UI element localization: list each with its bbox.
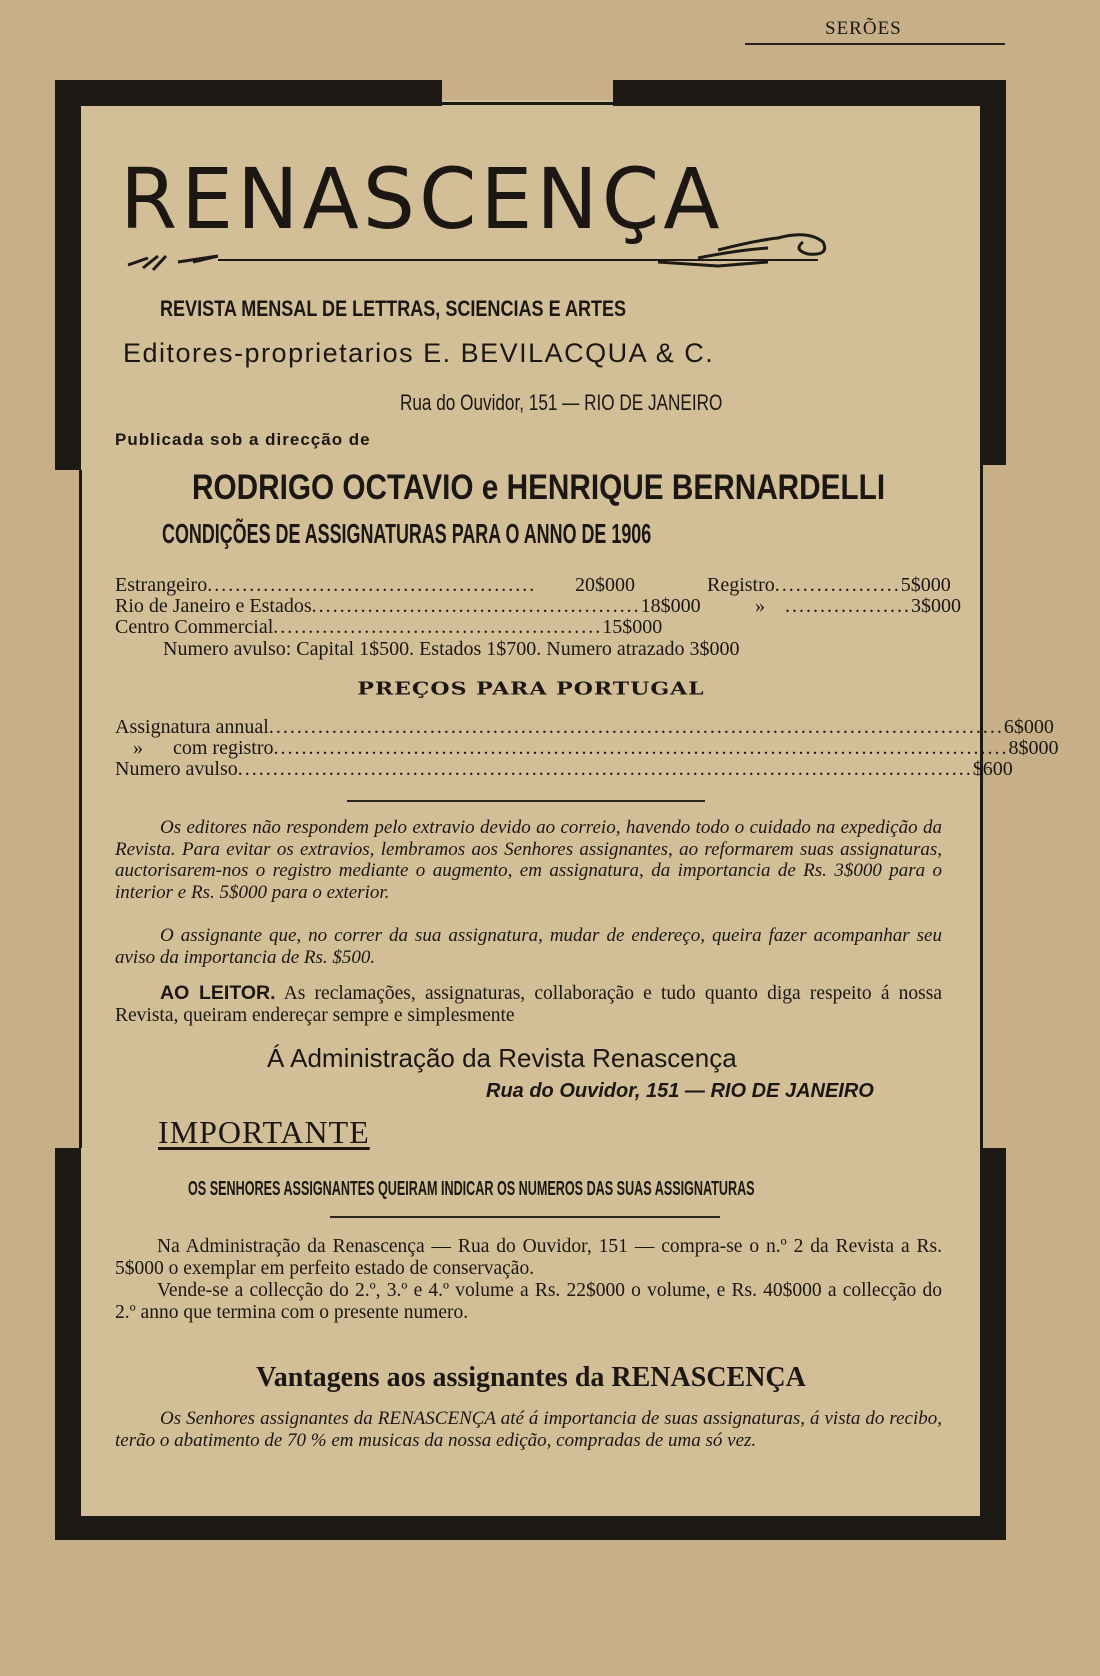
important-paragraph: Na Administração da Renascença — Rua do Ouvidor, 151 — compra-se o n.º 2 da Revista a Rs. 5$000 o exemplar em perfeito estado de conservação. [115, 1236, 942, 1279]
masthead-publishers: Editores-proprietarios E. BEVILACQUA & C. [123, 338, 715, 368]
row-value: $600 [972, 758, 1013, 780]
subscriptions-heading: CONDIÇÕES DE ASSIGNATURAS PARA O ANNO DE 1906 [162, 518, 652, 549]
reader-address-street: Rua do Ouvidor, 151 — RIO DE JANEIRO [486, 1080, 874, 1102]
direction-label: Publicada sob a direcção de [115, 430, 371, 449]
header-rule [745, 43, 1005, 45]
leader-dots: ............................................... [207, 574, 537, 596]
frame-right-bottom [980, 1148, 1006, 1540]
important-heading: IMPORTANTE [158, 1114, 370, 1150]
leader-dots: .................. [774, 574, 901, 596]
portugal-row [115, 758, 1013, 781]
masthead-title: RENASCENÇA [120, 150, 724, 248]
reader-label: AO LEITOR. [160, 982, 276, 1004]
masthead-directors: RODRIGO OCTAVIO e HENRIQUE BERNARDELLI [192, 468, 886, 507]
frame-left-thin [79, 470, 82, 1148]
reader-text: As reclamações, assignaturas, collaboração e tudo quanto diga respeito á nossa Revista, queiram endereçar sempre e simplesmente [115, 983, 942, 1026]
leader-dots: ......................................................................................................... [237, 758, 973, 780]
portugal-heading: PREÇOS PARA PORTUGAL [357, 678, 705, 700]
notice-paragraph: O assignante que, no correr da sua assignatura, mudar de endereço, queira fazer acompanhar seu aviso da importancia de Rs. $500. [115, 925, 942, 968]
row-label: Numero avulso [115, 758, 238, 780]
row-label: Centro Commercial [115, 616, 274, 638]
row-value: 18$000 [640, 595, 701, 617]
advantages-heading: Vantagens aos assignantes da RENASCENÇA [256, 1362, 806, 1393]
running-header: SERÕES [825, 18, 902, 39]
row-value: 15$000 [602, 616, 663, 638]
notice-paragraph: Os editores não respondem pelo extravio devido ao correio, havendo todo o cuidado na expedição da Revista. Para evitar os extravios, lembramos aos Senhores assignantes, ao reformarem suas assignaturas, auctorisarem-nos o registro mediante o augmento, em assignatura, da importancia de Rs. 3$000 para o interior e Rs. 5$000 para o exterior. [115, 817, 942, 903]
subscription-row [115, 616, 663, 639]
single-issue-prices: Numero avulso: Capital 1$500. Estados 1$700. Numero atrazado 3$000 [163, 638, 740, 660]
frame-left-top [55, 80, 81, 470]
important-subheading: OS SENHORES ASSIGNANTES QUEIRAM INDICAR OS NUMEROS DAS SUAS ASSIGNATURAS [188, 1178, 755, 1200]
portugal-row [115, 716, 1054, 739]
row-label: Registro [707, 574, 775, 596]
portugal-row [115, 737, 1059, 760]
row-value: 6$000 [1003, 716, 1054, 738]
registro-row [755, 595, 961, 618]
frame-top-left [55, 80, 442, 106]
subscription-row [115, 595, 701, 618]
frame-top-right [613, 80, 1006, 106]
frame-left-bottom [55, 1148, 81, 1540]
leader-dots: ......................................................................................................... [268, 716, 1004, 738]
row-label: Estrangeiro [115, 574, 208, 596]
registro-row [707, 574, 951, 597]
subscription-row [115, 574, 635, 597]
leader-dots: .................. [785, 595, 911, 617]
frame-right-top [980, 80, 1006, 465]
row-label: Rio de Janeiro e Estados [115, 595, 312, 617]
row-value: 5$000 [900, 574, 951, 596]
frame-right-thin [980, 465, 983, 1148]
masthead-flourish [118, 220, 838, 280]
leader-dots: ......................................................................................................... [273, 737, 1009, 759]
row-value: 3$000 [911, 595, 961, 617]
row-label: » com registro [133, 737, 274, 759]
important-paragraph: Vende-se a collecção do 2.º, 3.º e 4.º volume a Rs. 22$000 o volume, e Rs. 40$000 a collecção do 2.º anno que termina com o presente numero. [115, 1280, 942, 1323]
advantages-paragraph: Os Senhores assignantes da RENASCENÇA até á importancia de suas assignaturas, á vista do recibo, terão o abatimento de 70 % em musicas da nossa edição, compradas de uma só vez. [115, 1408, 942, 1451]
reader-address-line: Á Administração da Revista Renascença [267, 1043, 737, 1073]
divider [330, 1216, 720, 1218]
masthead-subtitle: REVISTA MENSAL DE LETTRAS, SCIENCIAS E ARTES [160, 296, 627, 321]
row-label: Assignatura annual [115, 716, 269, 738]
row-value: 20$000 [575, 574, 635, 596]
divider [347, 800, 705, 802]
frame-top-thin [442, 102, 613, 105]
row-label: » [755, 595, 765, 617]
leader-dots: ............................................... [273, 616, 603, 638]
row-value: 8$000 [1008, 737, 1059, 759]
masthead-address: Rua do Ouvidor, 151 — RIO DE JANEIRO [400, 390, 723, 415]
reader-paragraph [115, 983, 942, 1026]
frame-bottom [55, 1516, 1006, 1540]
leader-dots: ............................................... [311, 595, 641, 617]
